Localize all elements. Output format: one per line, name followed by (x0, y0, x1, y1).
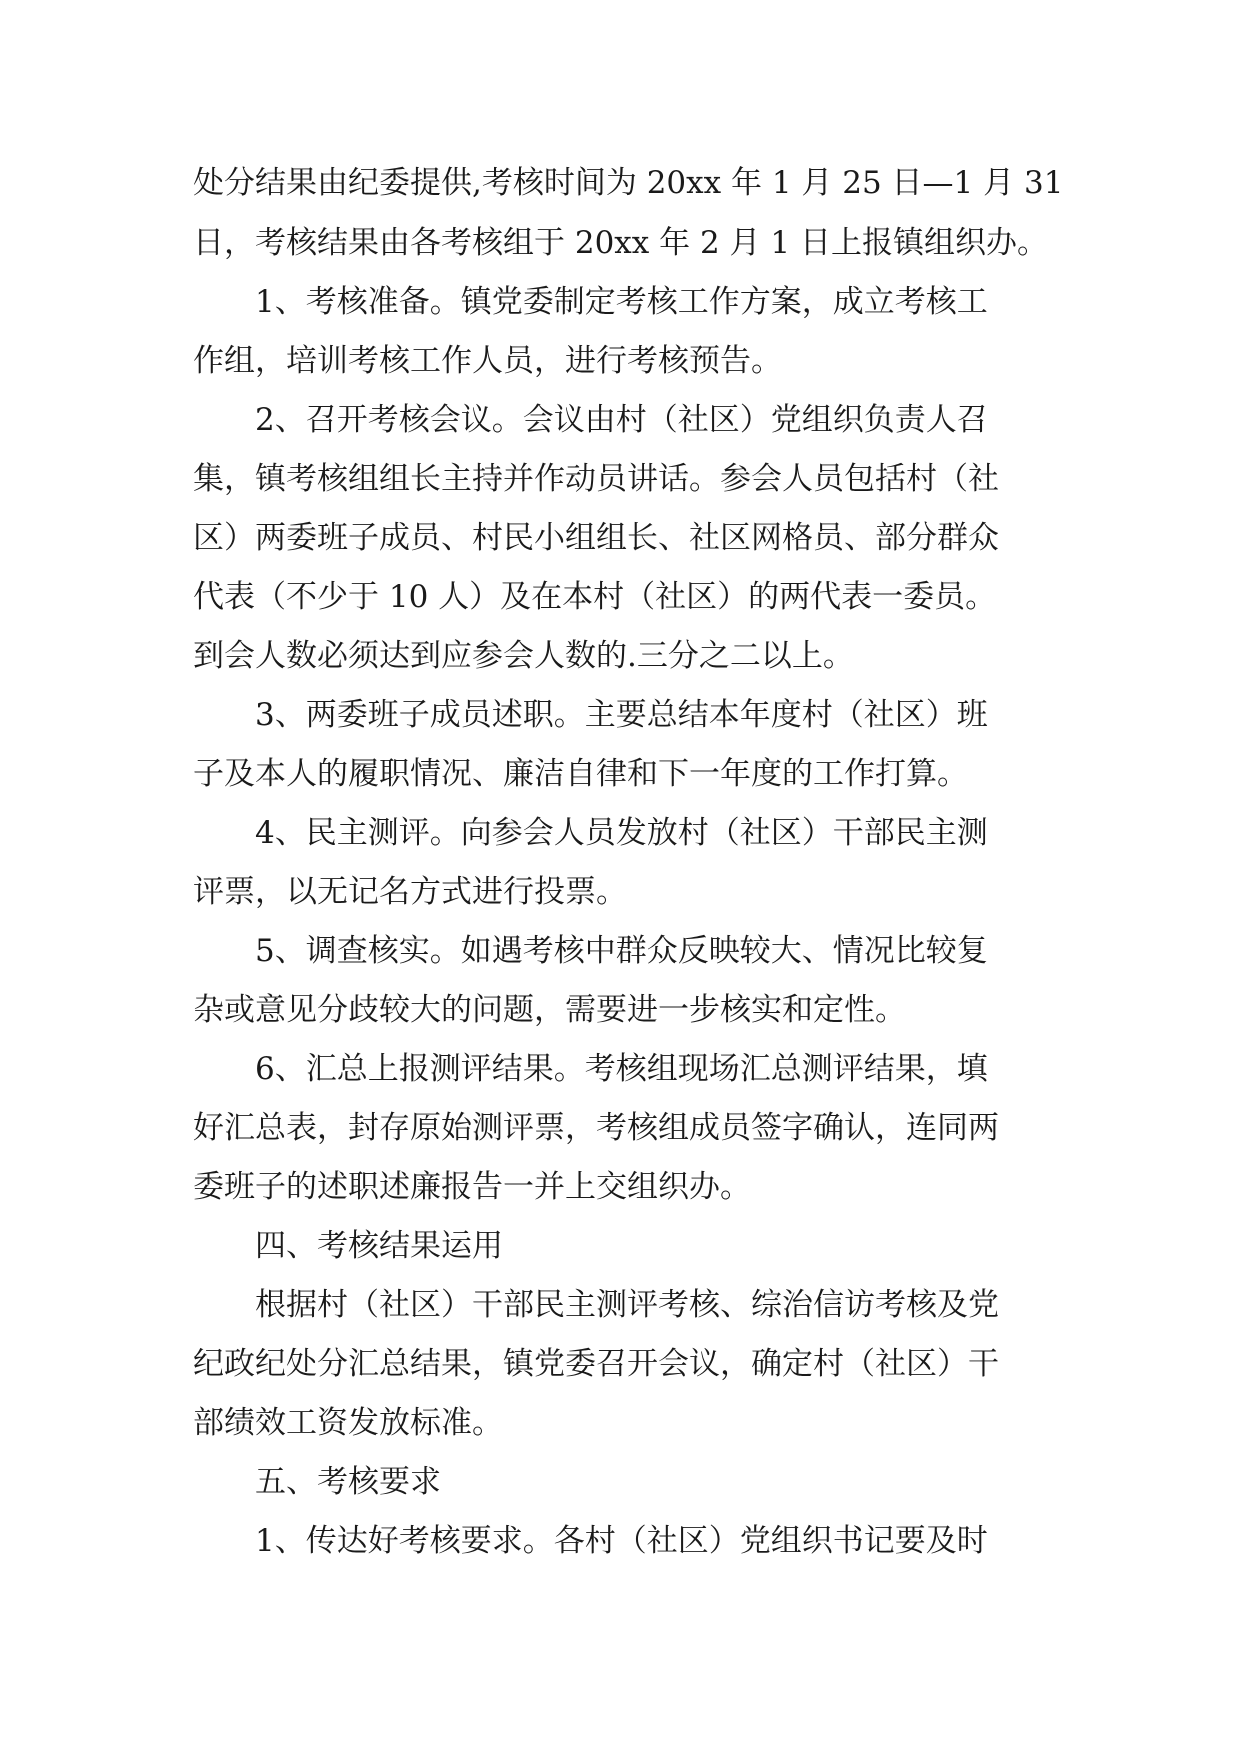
text-line: 作组，培训考核工作人员，进行考核预告。 (193, 343, 782, 379)
text-line: 纪政纪处分汇总结果，镇党委召开会议，确定村（社区）干 (193, 1346, 999, 1382)
text-line: 集，镇考核组组长主持并作动员讲话。参会人员包括村（社 (193, 461, 999, 497)
text-line: 日，考核结果由各考核组于 20xx 年 2 月 1 日上报镇组织办。 (193, 225, 1048, 261)
text-line: 到会人数必须达到应参会人数的.三分之二以上。 (193, 638, 854, 674)
text-line: 1、考核准备。镇党委制定考核工作方案，成立考核工 (255, 284, 988, 320)
section-heading: 四、考核结果运用 (255, 1228, 503, 1264)
text-line: 代表（不少于 10 人）及在本村（社区）的两代表一委员。 (193, 579, 997, 615)
text-line: 委班子的述职述廉报告一并上交组织办。 (193, 1169, 751, 1205)
section-heading: 五、考核要求 (255, 1464, 441, 1500)
text-line: 2、召开考核会议。会议由村（社区）党组织负责人召 (255, 402, 988, 438)
text-line: 部绩效工资发放标准。 (193, 1405, 503, 1441)
text-line: 4、民主测评。向参会人员发放村（社区）干部民主测 (255, 815, 988, 851)
text-line: 5、调查核实。如遇考核中群众反映较大、情况比较复 (255, 933, 988, 969)
text-line: 3、两委班子成员述职。主要总结本年度村（社区）班 (255, 697, 988, 733)
text-line: 根据村（社区）干部民主测评考核、综治信访考核及党 (255, 1287, 999, 1323)
text-line: 1、传达好考核要求。各村（社区）党组织书记要及时 (255, 1523, 988, 1559)
text-line: 区）两委班子成员、村民小组组长、社区网格员、部分群众 (193, 520, 999, 556)
text-line: 评票，以无记名方式进行投票。 (193, 874, 627, 910)
text-line: 子及本人的履职情况、廉洁自律和下一年度的工作打算。 (193, 756, 968, 792)
text-line: 处分结果由纪委提供,考核时间为 20xx 年 1 月 25 日—1 月 31 (193, 165, 1064, 201)
text-line: 6、汇总上报测评结果。考核组现场汇总测评结果，填 (255, 1051, 988, 1087)
text-line: 杂或意见分歧较大的问题，需要进一步核实和定性。 (193, 992, 906, 1028)
text-line: 好汇总表，封存原始测评票，考核组成员签字确认，连同两 (193, 1110, 999, 1146)
